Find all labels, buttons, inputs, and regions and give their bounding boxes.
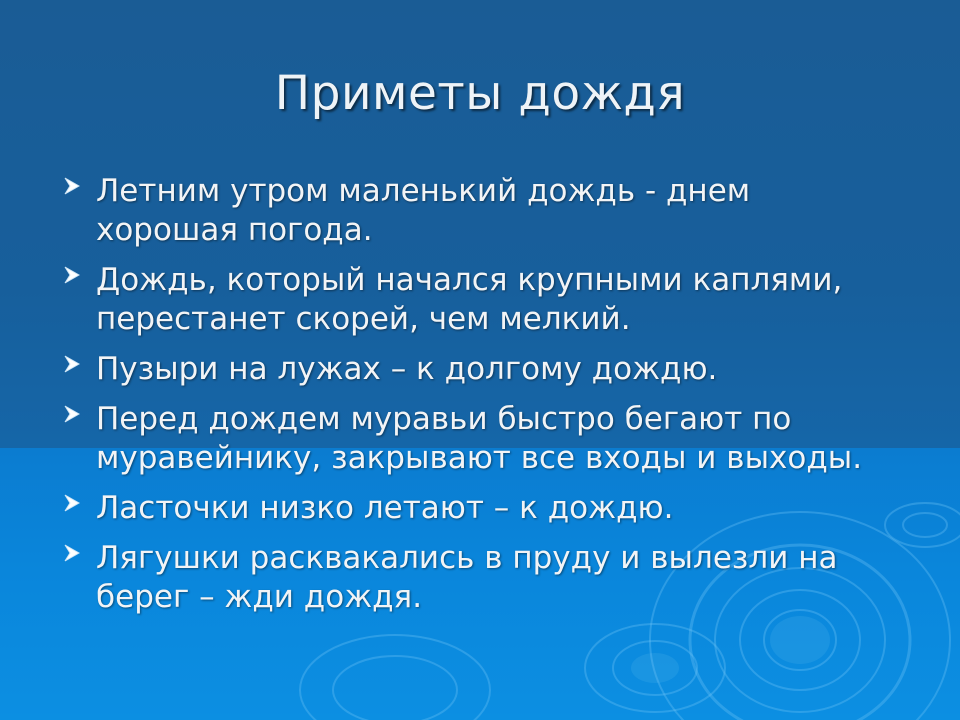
bullet-text-line: перестанет скорей, чем мелкий.: [96, 301, 631, 337]
bullet-item: [62, 489, 942, 528]
bullet-item: [62, 539, 942, 617]
bullet-text-line: Перед дождем муравьи быстро бегают по: [96, 401, 792, 437]
bullet-text-line: Лягушки расквакались в пруду и вылезли на: [96, 540, 838, 576]
bullet-list: [62, 172, 942, 628]
bullet-text-line: Ласточки низко летают – к дождю.: [96, 490, 674, 526]
chevron-right-icon: [64, 266, 80, 284]
bullet-item: [62, 261, 942, 339]
bullet-text-line: Летним утром маленький дождь - днем: [96, 173, 751, 209]
chevron-right-icon: [64, 494, 80, 512]
chevron-right-icon: [64, 405, 80, 423]
bullet-text-line: берег – жди дождя.: [96, 579, 423, 615]
bullet-text-line: Дождь, который начался крупными каплями,: [96, 262, 843, 298]
bullet-item: [62, 400, 942, 478]
bullet-text-line: муравейнику, закрывают все входы и выходы.: [96, 440, 863, 476]
chevron-right-icon: [64, 544, 80, 562]
bullet-text-line: хорошая погода.: [96, 212, 373, 248]
bullet-item: [62, 172, 942, 250]
bullet-text-line: Пузыри на лужах – к долгому дождю.: [96, 351, 718, 387]
bullet-item: [62, 350, 942, 389]
chevron-right-icon: [64, 355, 80, 373]
slide-title: Приметы дождя: [274, 66, 686, 121]
chevron-right-icon: [64, 177, 80, 195]
